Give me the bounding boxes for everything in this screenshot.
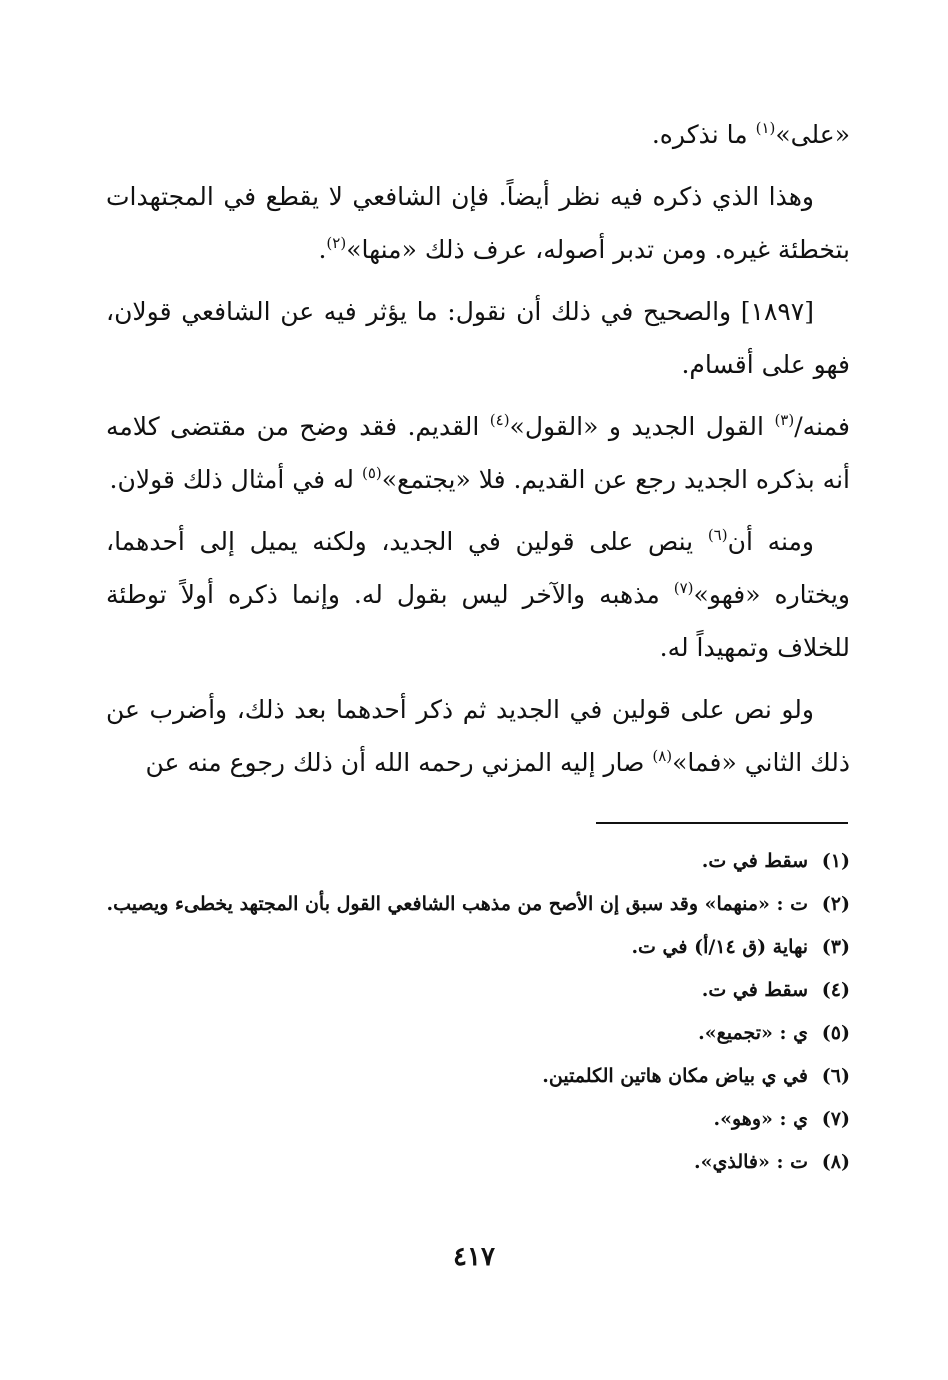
- footnote-4: [100, 969, 850, 1012]
- footnote-5: [100, 1012, 850, 1055]
- paragraph-5: [106, 515, 850, 674]
- text-run: فمنه/: [794, 412, 850, 441]
- text-run: ومنه أن: [727, 527, 815, 556]
- footnote-text: نهاية (ق ١٤/أ) في ت.: [631, 936, 808, 958]
- footnote-number: (٤): [821, 979, 850, 1001]
- paragraph-6: [106, 683, 850, 789]
- text-run: ما نذكره.: [651, 120, 756, 149]
- footnote-number: (٧): [821, 1108, 850, 1130]
- footnote-ref-8[interactable]: (٨): [652, 747, 673, 765]
- footnote-2: [100, 883, 850, 926]
- footnote-number: (١): [821, 850, 850, 872]
- footnote-7: [100, 1098, 850, 1141]
- footnote-text: ي : «تجميع».: [698, 1022, 808, 1044]
- text-run: [١٨٩٧] والصحيح في ذلك أن نقول: ما يؤثر فيه عن الشافعي قولان، فهو على أقسام.: [106, 297, 850, 379]
- footnote-number: (٨): [821, 1151, 850, 1173]
- main-text: [106, 108, 850, 798]
- footnote-divider: [596, 822, 848, 824]
- footnote-text: ت : «منهما» وقد سبق إن الأصح من مذهب الشافعي القول بأن المجتهد يخطىء ويصيب.: [106, 893, 808, 915]
- footnote-number: (٥): [821, 1022, 850, 1044]
- footnote-ref-2[interactable]: (٢): [326, 234, 347, 252]
- text-run: مذهبه والآخر ليس بقول له. وإنما ذكره أولاً توطئة للخلاف وتمهيداً له.: [106, 580, 850, 662]
- text-run: ولو نص على قولين في الجديد ثم ذكر أحدهما بعد ذلك، وأضرب عن ذلك الثاني «فما»: [106, 695, 850, 777]
- footnote-ref-1[interactable]: (١): [755, 119, 776, 137]
- footnote-text: في ي بياض مكان هاتين الكلمتين.: [542, 1065, 808, 1087]
- paragraph-1: [106, 108, 850, 161]
- paragraph-2: [106, 170, 850, 276]
- footnote-text: سقط في ت.: [701, 850, 808, 872]
- paragraph-3: [106, 285, 850, 391]
- text-run: .: [318, 235, 327, 264]
- footnote-3: [100, 926, 850, 969]
- footnote-8: [100, 1141, 850, 1184]
- text-run: القول الجديد و «القول»: [509, 412, 775, 441]
- footnote-ref-5[interactable]: (٥): [361, 464, 382, 482]
- text-run: صار إليه المزني رحمه الله أن ذلك رجوع منه عن: [145, 748, 653, 777]
- footnote-6: [100, 1055, 850, 1098]
- paragraph-4: [106, 400, 850, 506]
- footnote-text: سقط في ت.: [701, 979, 808, 1001]
- footnote-text: ي : «وهو».: [713, 1108, 808, 1130]
- footnote-1: [100, 840, 850, 883]
- footnote-ref-4[interactable]: (٤): [489, 411, 510, 429]
- footnote-ref-3[interactable]: (٣): [774, 411, 795, 429]
- text-run: وهذا الذي ذكره فيه نظر أيضاً. فإن الشافعي لا يقطع في المجتهدات بتخطئة غيره. ومن تدبر أصوله، عرف ذلك «منها»: [106, 182, 850, 264]
- page-number: ٤١٧: [453, 1242, 495, 1272]
- footnote-ref-7[interactable]: (٧): [673, 579, 694, 597]
- text-run: «على»: [775, 120, 850, 149]
- footnote-ref-6[interactable]: (٦): [707, 526, 728, 544]
- footnote-number: (٣): [821, 936, 850, 958]
- footnote-number: (٢): [821, 893, 850, 915]
- text-run: القديم. فقد وضح من مقتضى كلامه أنه بذكره الجديد رجع عن القديم. فلا «يجتمع»: [106, 412, 850, 494]
- footnote-number: (٦): [821, 1065, 850, 1087]
- footnote-text: ت : «فالذي».: [694, 1151, 808, 1173]
- footnotes: [100, 840, 850, 1184]
- text-run: له في أمثال ذلك قولان.: [109, 465, 362, 494]
- text-run: ينص على قولين في الجديد، ولكنه يميل إلى أحدهما، ويختاره «فهو»: [106, 527, 851, 609]
